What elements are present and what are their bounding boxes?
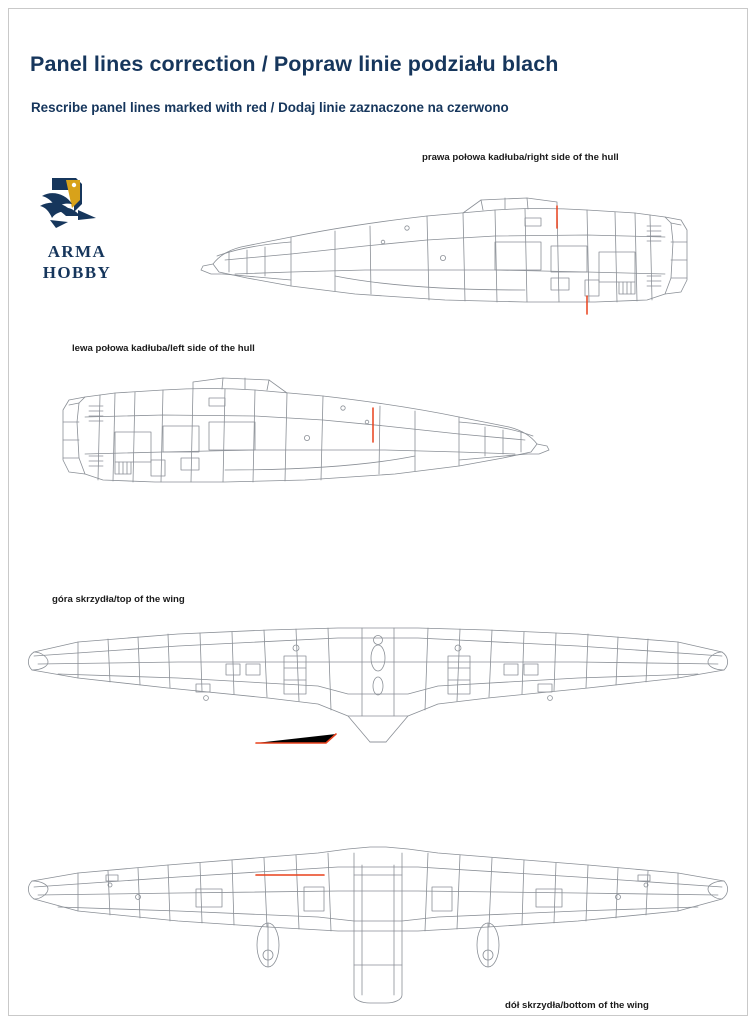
right-hull-drawing (195, 190, 695, 325)
caption-top-wing: góra skrzydła/top of the wing (52, 594, 185, 605)
top-wing-drawing (18, 612, 738, 772)
caption-left-hull: lewa połowa kadłuba/left side of the hull (72, 343, 255, 354)
caption-right-hull: prawa połowa kadłuba/right side of the hull (422, 152, 619, 163)
page-subtitle: Rescribe panel lines marked with red / Dodaj linie zaznaczone na czerwono (31, 100, 509, 115)
red-correction-line (256, 734, 336, 743)
logo-text-arma: ARMA (47, 242, 107, 261)
logo-text-hobby: HOBBY (42, 263, 112, 282)
caption-bottom-wing: dół skrzydła/bottom of the wing (505, 1000, 649, 1011)
page-title: Panel lines correction / Popraw linie podziału blach (30, 52, 559, 76)
arma-hobby-bird-icon (22, 170, 132, 240)
bottom-wing-drawing (18, 845, 738, 1005)
red-correction-line (557, 206, 587, 314)
arma-hobby-logo (22, 170, 132, 295)
left-hull-drawing (55, 370, 555, 505)
